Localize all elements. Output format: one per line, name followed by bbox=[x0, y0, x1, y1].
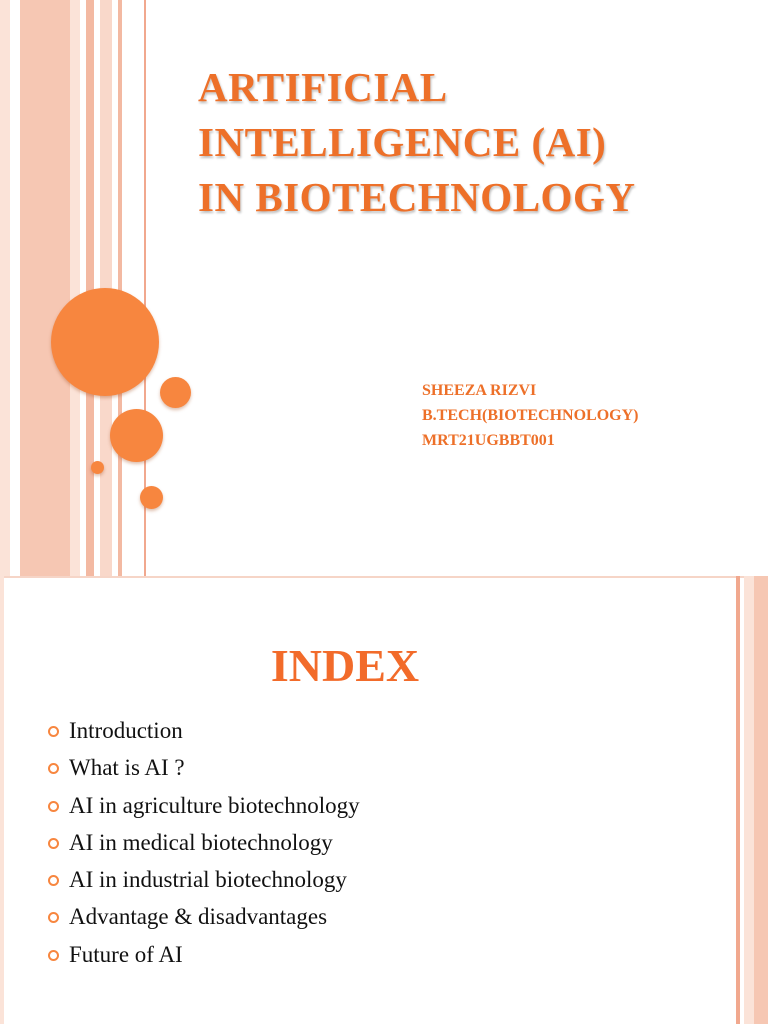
index-list bbox=[46, 716, 360, 977]
decor-stripe bbox=[744, 576, 754, 1024]
list-item-label: Introduction bbox=[69, 718, 183, 743]
list-item bbox=[46, 828, 360, 865]
bullet-ring-icon bbox=[48, 763, 59, 774]
list-item-label: What is AI ? bbox=[69, 755, 185, 781]
list-item-label: AI in medical biotechnology bbox=[69, 829, 333, 855]
decor-stripe bbox=[118, 0, 122, 576]
decor-stripe bbox=[70, 0, 80, 576]
bullet-ring-icon bbox=[48, 875, 59, 886]
author-name: SHEEZA RIZVI bbox=[422, 382, 537, 399]
bullet-ring-icon bbox=[48, 950, 59, 961]
decor-circle bbox=[160, 377, 191, 408]
list-item-label: AI in agriculture biotechnology bbox=[69, 792, 360, 818]
index-slide bbox=[0, 576, 768, 1024]
decor-circle bbox=[140, 486, 163, 509]
list-item bbox=[46, 865, 360, 902]
list-item bbox=[46, 940, 360, 977]
list-item bbox=[46, 716, 360, 753]
decor-stripe bbox=[20, 0, 70, 576]
author-block bbox=[422, 378, 638, 453]
bullet-ring-icon bbox=[48, 838, 59, 849]
title-line: INTELLIGENCE (AI) bbox=[198, 119, 607, 165]
list-item bbox=[46, 902, 360, 939]
decor-stripe bbox=[0, 0, 10, 576]
author-roll-number: MRT21UGBBT001 bbox=[422, 432, 555, 449]
author-program: B.TECH(BIOTECHNOLOGY) bbox=[422, 407, 639, 424]
title-line: IN BIOTECHNOLOGY bbox=[198, 174, 636, 220]
decor-stripe bbox=[736, 576, 740, 1024]
bullet-ring-icon bbox=[48, 912, 59, 923]
decor-stripe bbox=[754, 576, 768, 1024]
list-item-label: AI in industrial biotechnology bbox=[69, 867, 347, 893]
bullet-ring-icon bbox=[48, 801, 59, 812]
title-line: ARTIFICIAL bbox=[198, 64, 448, 110]
decor-circle-large bbox=[51, 288, 159, 396]
index-title: INDEX bbox=[270, 640, 420, 691]
decor-circle bbox=[110, 409, 163, 462]
slide-divider bbox=[0, 576, 768, 578]
slide-title bbox=[198, 60, 738, 225]
decor-stripe bbox=[86, 0, 94, 576]
list-item bbox=[46, 753, 360, 790]
decor-circle-small bbox=[91, 461, 104, 474]
list-item bbox=[46, 791, 360, 828]
list-item-label: Future of AI bbox=[69, 941, 183, 967]
bullet-ring-icon bbox=[48, 726, 59, 737]
list-item-label: Advantage & disadvantages bbox=[69, 904, 328, 930]
